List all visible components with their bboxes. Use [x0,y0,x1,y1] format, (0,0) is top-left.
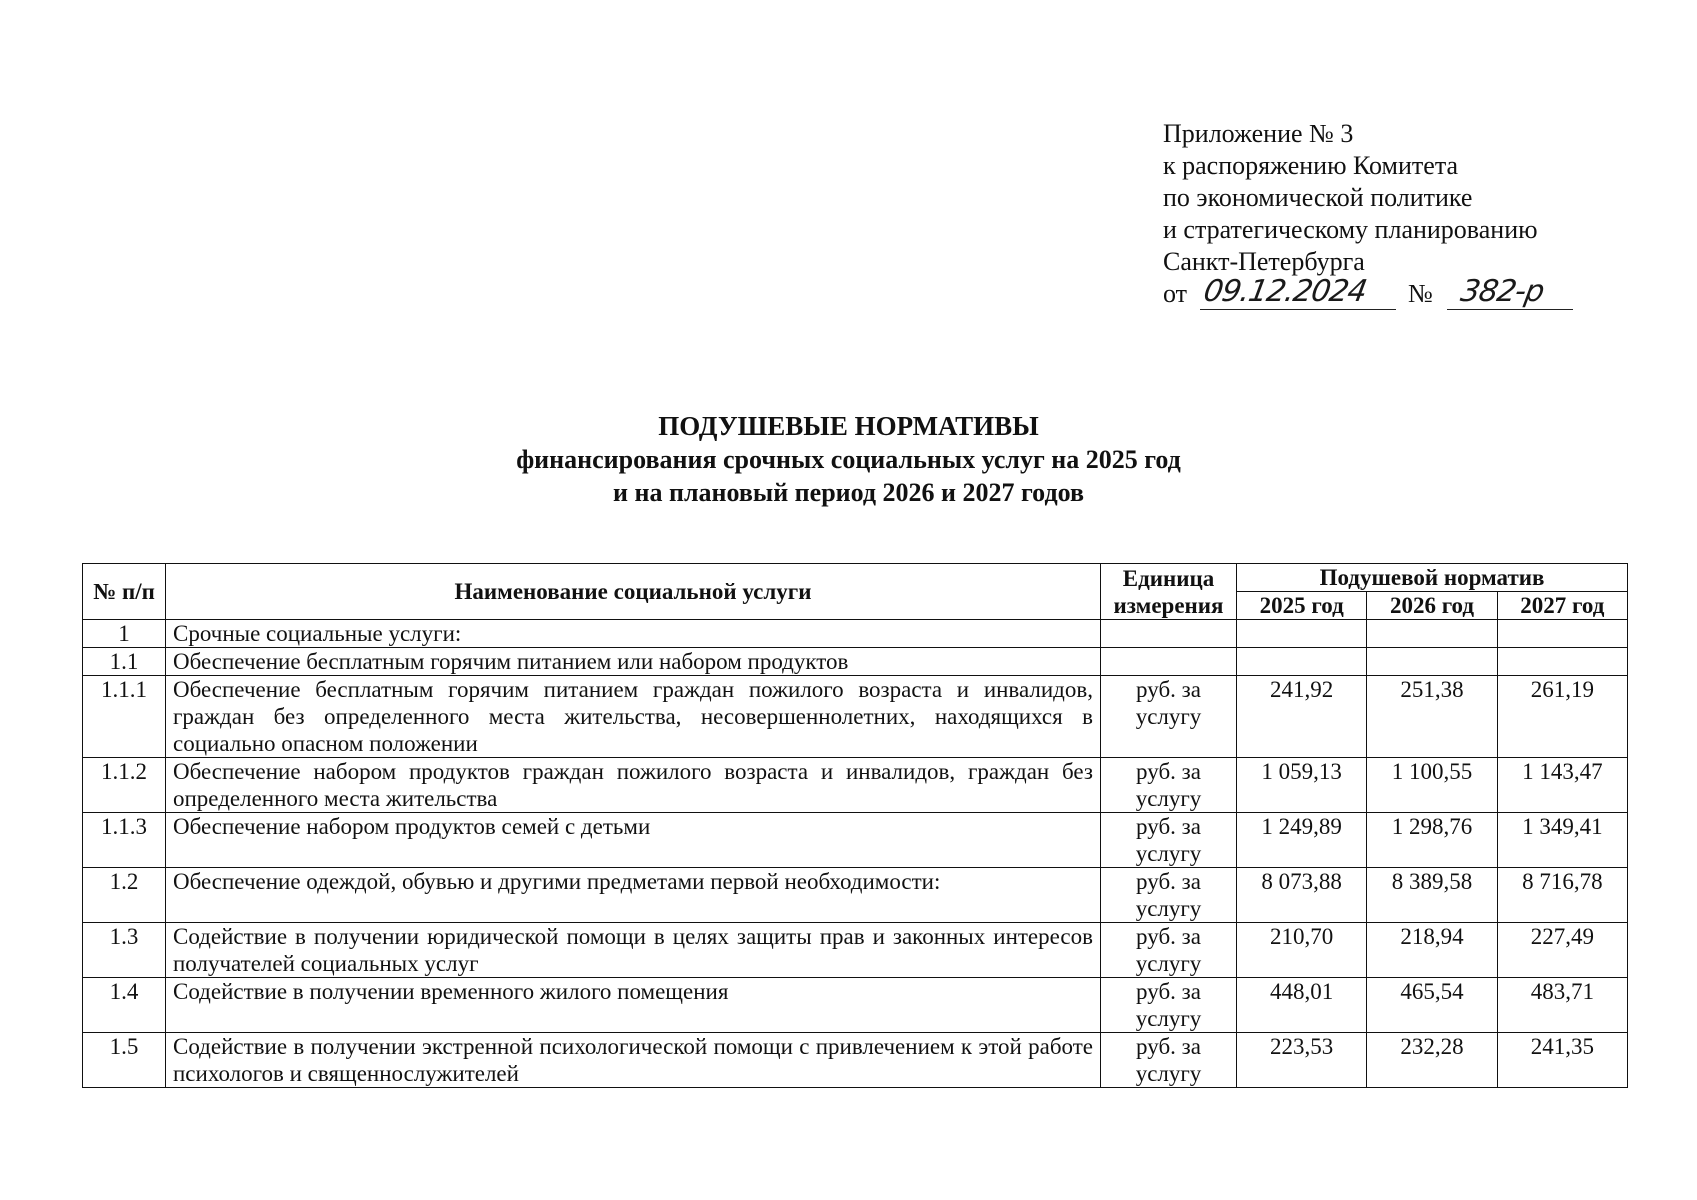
row-unit: руб. за услугу [1101,978,1237,1033]
document-date-number [1163,274,1573,314]
table-row [83,813,1628,868]
row-name: Обеспечение бесплатным горячим питанием граждан пожилого возраста и инвалидов, граждан без определенного места жительства, несовершеннолетних, находящихся в социально опасном положении [166,676,1101,758]
row-name: Обеспечение набором продуктов семей с детьми [166,813,1101,868]
row-unit [1101,648,1237,676]
row-num: 1.2 [83,868,166,923]
header-year-2027: 2027 год [1497,592,1627,620]
appendix-header [1163,118,1573,314]
row-num: 1.1 [83,648,166,676]
table-row [83,978,1628,1033]
row-value-2025: 448,01 [1237,978,1367,1033]
appendix-line: по экономической политике [1163,183,1473,212]
row-value-2027: 8 716,78 [1497,868,1627,923]
row-value-2025: 1 059,13 [1237,758,1367,813]
row-value-2026: 1 100,55 [1367,758,1497,813]
date-field [1200,274,1396,310]
row-value-2027: 227,49 [1497,923,1627,978]
row-name: Содействие в получении юридической помощи в целях защиты прав и законных интересов получателей социальных услуг [166,923,1101,978]
row-value-2027 [1497,620,1627,648]
row-unit: руб. за услугу [1101,758,1237,813]
row-value-2025: 210,70 [1237,923,1367,978]
document-title [0,410,1697,509]
header-norm: Подушевой норматив [1237,564,1628,592]
header-num: № п/п [83,564,166,620]
row-value-2027: 1 349,41 [1497,813,1627,868]
handwritten-date: 09.12.2024 [1200,274,1369,309]
from-label: от [1163,279,1188,308]
header-unit: Единица измерения [1101,564,1237,620]
number-field [1447,274,1573,310]
row-name: Содействие в получении временного жилого помещения [166,978,1101,1033]
row-unit: руб. за услугу [1101,676,1237,758]
row-num: 1.3 [83,923,166,978]
row-value-2027: 483,71 [1497,978,1627,1033]
row-unit: руб. за услугу [1101,1033,1237,1088]
row-name: Обеспечение набором продуктов граждан пожилого возраста и инвалидов, граждан без определенного места жительства [166,758,1101,813]
row-value-2026: 251,38 [1367,676,1497,758]
row-value-2026: 8 389,58 [1367,868,1497,923]
row-num: 1 [83,620,166,648]
row-value-2025: 223,53 [1237,1033,1367,1088]
table-row [83,923,1628,978]
row-unit: руб. за услугу [1101,813,1237,868]
row-value-2026 [1367,620,1497,648]
row-value-2025 [1237,648,1367,676]
appendix-line: и стратегическому планированию [1163,215,1538,244]
header-name: Наименование социальной услуги [166,564,1101,620]
table-row [83,648,1628,676]
row-num: 1.5 [83,1033,166,1088]
row-value-2027: 1 143,47 [1497,758,1627,813]
appendix-line: к распоряжению Комитета [1163,151,1459,180]
row-value-2025: 1 249,89 [1237,813,1367,868]
norms-table [82,563,1628,1088]
table-row [83,758,1628,813]
row-name: Содействие в получении экстренной психологической помощи с привлечением к этой работе психологов и священнослужителей [166,1033,1101,1088]
row-unit: руб. за услугу [1101,923,1237,978]
row-unit: руб. за услугу [1101,868,1237,923]
table-row [83,1033,1628,1088]
header-year-2026: 2026 год [1367,592,1497,620]
handwritten-number: 382-р [1458,274,1547,309]
row-value-2026: 232,28 [1367,1033,1497,1088]
row-value-2026: 1 298,76 [1367,813,1497,868]
header-year-2025: 2025 год [1237,592,1367,620]
row-value-2027: 241,35 [1497,1033,1627,1088]
title-main: ПОДУШЕВЫЕ НОРМАТИВЫ [658,411,1039,441]
row-name: Срочные социальные услуги: [166,620,1101,648]
number-label: № [1408,279,1433,308]
row-num: 1.4 [83,978,166,1033]
appendix-number: Приложение № 3 [1163,119,1354,148]
title-subtitle: и на плановый период 2026 и 2027 годов [613,478,1084,507]
row-value-2026 [1367,648,1497,676]
table-row [83,620,1628,648]
title-subtitle: финансирования срочных социальных услуг на 2025 год [516,445,1181,474]
row-value-2027 [1497,648,1627,676]
row-name: Обеспечение бесплатным горячим питанием или набором продуктов [166,648,1101,676]
appendix-line: Санкт-Петербурга [1163,247,1365,276]
row-value-2025: 8 073,88 [1237,868,1367,923]
row-value-2025 [1237,620,1367,648]
row-value-2026: 218,94 [1367,923,1497,978]
table-row [83,868,1628,923]
row-name: Обеспечение одеждой, обувью и другими предметами первой необходимости: [166,868,1101,923]
row-num: 1.1.3 [83,813,166,868]
row-value-2026: 465,54 [1367,978,1497,1033]
row-value-2025: 241,92 [1237,676,1367,758]
table-row [83,676,1628,758]
row-value-2027: 261,19 [1497,676,1627,758]
row-unit [1101,620,1237,648]
row-num: 1.1.2 [83,758,166,813]
row-num: 1.1.1 [83,676,166,758]
